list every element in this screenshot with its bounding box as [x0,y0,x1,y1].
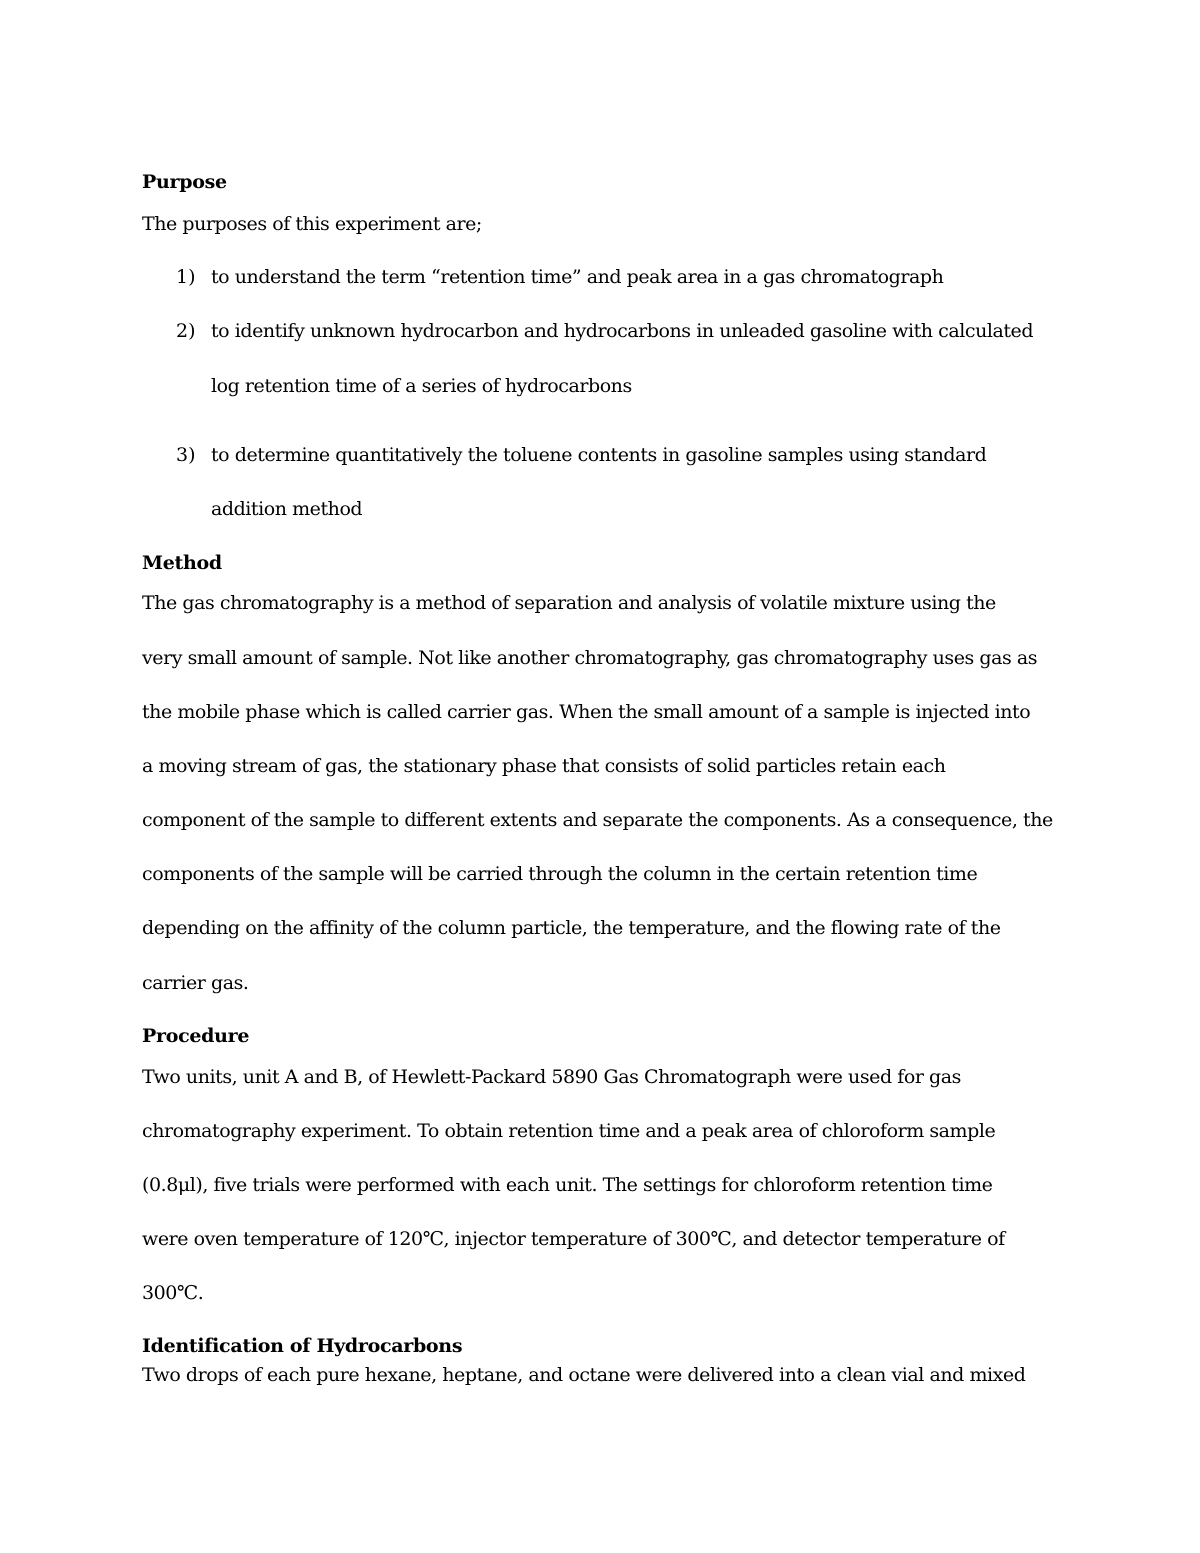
method-heading: Method [142,552,222,574]
method-line: components of the sample will be carried through the column in the certain retention time [142,863,978,885]
purpose-item-number: 2) [176,320,196,342]
procedure-line: Two units, unit A and B, of Hewlett-Packard 5890 Gas Chromatograph were used for gas [142,1066,961,1088]
procedure-line: 300℃. [142,1282,204,1304]
purpose-item-line: to identify unknown hydrocarbon and hydrocarbons in unleaded gasoline with calculated [211,320,1034,342]
method-line: a moving stream of gas, the stationary phase that consists of solid particles retain each [142,755,946,777]
purpose-intro: The purposes of this experiment are; [142,213,482,235]
identification-heading: Identification of Hydrocarbons [142,1335,463,1357]
procedure-line: (0.8μl), five trials were performed with each unit. The settings for chloroform retention time [142,1174,993,1196]
purpose-item-line: log retention time of a series of hydrocarbons [211,375,632,397]
purpose-item-line: to determine quantitatively the toluene contents in gasoline samples using standard [211,444,987,466]
purpose-item-line: addition method [211,498,363,520]
method-line: the mobile phase which is called carrier gas. When the small amount of a sample is injected into [142,701,1031,723]
procedure-heading: Procedure [142,1025,250,1047]
purpose-item-number: 3) [176,444,196,466]
method-line: very small amount of sample. Not like another chromatography, gas chromatography uses gas as [142,647,1038,669]
procedure-line: were oven temperature of 120℃, injector temperature of 300℃, and detector temperature of [142,1228,1005,1250]
purpose-item-number: 1) [176,266,196,288]
method-line: depending on the affinity of the column particle, the temperature, and the flowing rate of the [142,917,1001,939]
method-line: The gas chromatography is a method of separation and analysis of volatile mixture using the [142,592,996,614]
identification-line: Two drops of each pure hexane, heptane, and octane were delivered into a clean vial and mixed [142,1364,1026,1386]
purpose-heading: Purpose [142,171,227,193]
procedure-line: chromatography experiment. To obtain retention time and a peak area of chloroform sample [142,1120,996,1142]
method-line: carrier gas. [142,972,249,994]
method-line: component of the sample to different extents and separate the components. As a consequence, the [142,809,1053,831]
purpose-item-line: to understand the term “retention time” and peak area in a gas chromatograph [211,266,944,288]
